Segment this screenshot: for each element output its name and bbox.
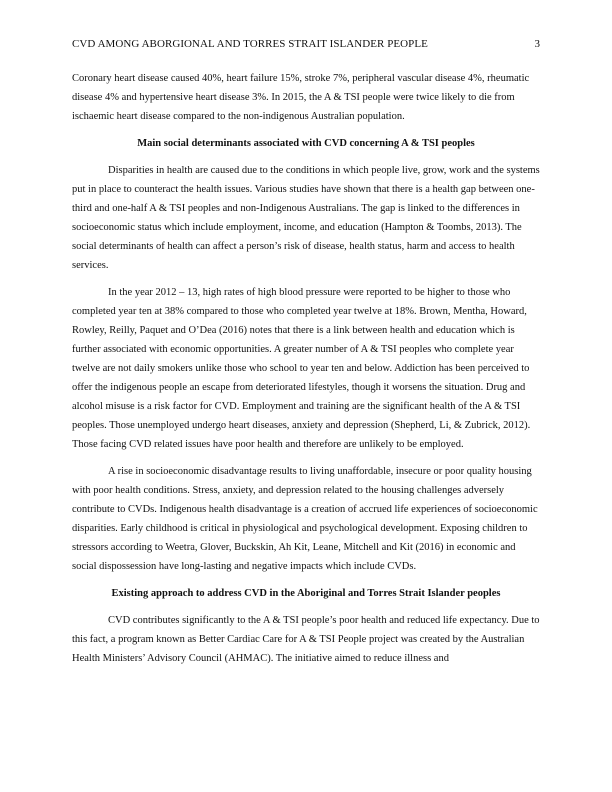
paragraph-cvd-contribution: CVD contributes significantly to the A & TSI people’s poor health and reduced life expectancy. Due to this fact, a program known as Better Cardiac Care for A & TSI People project was created by the Australian Health Ministers’ Advisory Council (AHMAC). The initiative aimed to reduce illness and xyxy=(72,615,540,664)
page-number: 3 xyxy=(534,38,540,50)
running-title: CVD AMONG ABORGIONAL AND TORRES STRAIT ISLANDER PEOPLE xyxy=(72,38,428,50)
paragraph-blood-pressure: In the year 2012 – 13, high rates of high blood pressure were reported to be higher to those who completed year ten at 38% compared to those who completed year twelve at 18%. Brown, Mentha, Howard, Rowley, Reilly, Paquet and O’Dea (2016) notes that there is a link between health and education which is further associated with economic opportunities. A greater number of A & TSI peoples who complete year twelve are not daily smokers unlike those who school to year ten and below. Addiction has been perceived to offer the indigenous people an escape from deteriorated lifestyles, though it worsens the situation. Drug and alcohol misuse is a risk factor for CVD. Employment and training are the significant health of the A & TSI peoples. Those unemployed undergo heart diseases, anxiety and depression (Shepherd, Li, & Zubrick, 2012). Those facing CVD related issues have poor health and therefore are unlikely to be employed. xyxy=(72,287,531,450)
paragraph-socioeconomic: A rise in socioeconomic disadvantage results to living unaffordable, insecure or poor quality housing with poor health conditions. Stress, anxiety, and depression related to the housing challenges adversely contribute to CVDs. Indigenous health disadvantage is a creation of accrued life experiences of socioeconomic disparities. Early childhood is critical in physiological and psychological development. Exposing children to stressors according to Weetra, Glover, Buckskin, Ah Kit, Leane, Mitchell and Kit (2016) in economic and social dispossession have long-lasting and negative impacts which include CVDs. xyxy=(72,466,538,572)
paragraph-intro: Coronary heart disease caused 40%, heart failure 15%, stroke 7%, peripheral vascular disease 4%, rheumatic disease 4% and hypertensive heart disease 3%. In 2015, the A & TSI people were twice likely to die from ischaemic heart disease compared to the non-indigenous Australian population. xyxy=(72,73,530,122)
section-heading-social-determinants: Main social determinants associated with CVD concerning A & TSI peoples xyxy=(137,138,475,149)
document-body xyxy=(72,69,540,668)
running-header xyxy=(72,37,540,51)
section-heading-existing-approach: Existing approach to address CVD in the Aboriginal and Torres Strait Islander peoples xyxy=(111,588,501,599)
paragraph-disparities: Disparities in health are caused due to the conditions in which people live, grow, work and the systems put in place to counteract the health issues. Various studies have shown that there is a health gap between one-third and one-half A & TSI peoples and non-Indigenous Australians. The gap is linked to the differences in socioeconomic status which include employment, income, and education (Hampton & Toombs, 2013). The social determinants of health can affect a person’s risk of disease, health status, harm and access to health services. xyxy=(72,165,540,271)
